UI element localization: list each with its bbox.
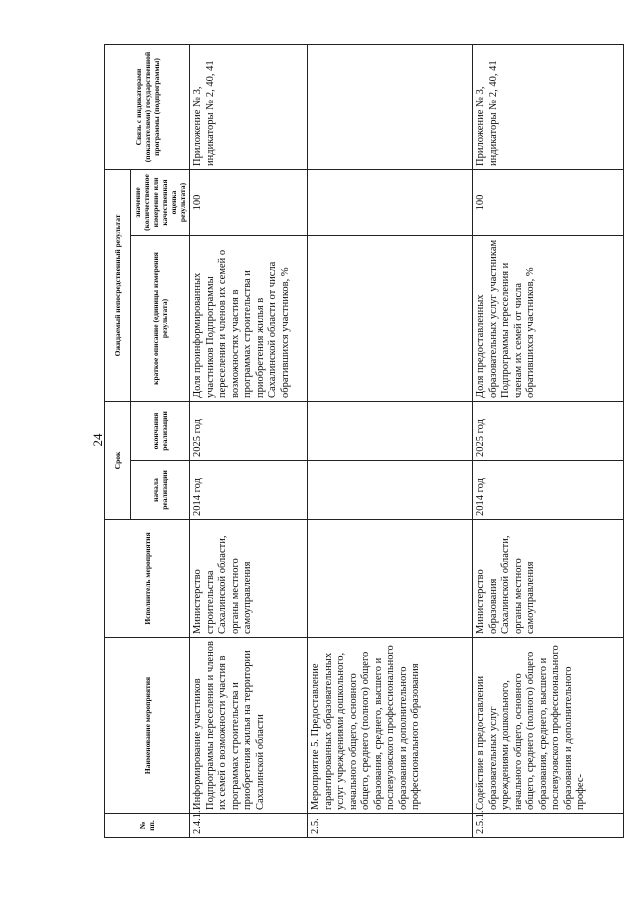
row-link: Приложение № 3, индикаторы № 2, 40, 41 bbox=[190, 44, 308, 169]
measures-table bbox=[104, 44, 624, 838]
row-no: 2.4.1. bbox=[190, 814, 308, 838]
header-start: начала реализации bbox=[131, 461, 190, 520]
header-executor: Исполнитель мероприятия bbox=[105, 520, 190, 638]
row-result-desc: Доля предоставленных образовательных услуг участникам Подпрограммы переселения и членам их семей от числа обратившихся участников, % bbox=[473, 235, 624, 401]
row-no: 2.5. bbox=[308, 814, 473, 838]
header-end: окончания реализации bbox=[131, 401, 190, 460]
row-executor bbox=[308, 520, 473, 638]
table-row bbox=[308, 44, 473, 837]
header-link: Связь с индикаторами (показателями) государственной программы (подпрограммы) bbox=[105, 44, 190, 169]
row-end: 2025 год bbox=[190, 401, 308, 460]
table-row bbox=[473, 44, 624, 837]
table-row bbox=[190, 44, 308, 837]
row-end: 2025 год bbox=[473, 401, 624, 460]
row-executor: Министерство строительства Сахалинской области, органы местного самоуправления bbox=[190, 520, 308, 638]
header-name: Наименование мероприятия bbox=[105, 638, 190, 814]
header-result: Ожидаемый непосредственный результат bbox=[105, 169, 131, 401]
row-start: 2014 год bbox=[473, 461, 624, 520]
row-link bbox=[308, 44, 473, 169]
row-name: Мероприятие 5. Предоставление гарантированных образовательных услуг учреждениями дошкольного, начального общего, основного общего, среднего (полного) общего образования, среднего, высшего и послевузовского профессионального образования и дополнительного профессионального образования bbox=[308, 638, 473, 814]
row-executor: Министерство образования Сахалинской области, органы местного самоуправления bbox=[473, 520, 624, 638]
row-start bbox=[308, 461, 473, 520]
row-result-desc bbox=[308, 235, 473, 401]
row-no: 2.5.1. bbox=[473, 814, 624, 838]
row-result-value bbox=[308, 169, 473, 235]
row-name: Информирование участников Подпрограммы переселения и членов их семей о возможности участия в программах строительства и приобретения жилья на территории Сахалинской области bbox=[190, 638, 308, 814]
row-name: Содействие в предоставлении образовательных услуг учреждениями дошкольного, начального общего, основного общего, среднего (полного) общего образования, среднего, высшего и послевузовского профессионального образования и дополнительного профес- bbox=[473, 638, 624, 814]
row-end bbox=[308, 401, 473, 460]
header-term: Срок bbox=[105, 401, 131, 519]
row-start: 2014 год bbox=[190, 461, 308, 520]
page-number: 24 bbox=[90, 433, 105, 447]
rotated-page bbox=[104, 45, 624, 838]
header-result-value: значение (количественное измерение или качественная оценка результата) bbox=[131, 169, 190, 235]
header-no: № пп. bbox=[105, 814, 190, 838]
row-result-value: 100 bbox=[473, 169, 624, 235]
row-result-value: 100 bbox=[190, 169, 308, 235]
header-result-desc: краткое описание (единицы измерения результата) bbox=[131, 235, 190, 401]
row-result-desc: Доля проинформированных участников Подпрограммы переселения и членов их семей о возможностях участия в программах строительства и приобретения жилья в Сахалинской области от числа обратившихся участников, % bbox=[190, 235, 308, 401]
row-link: Приложение № 3, индикаторы № 2, 40, 41 bbox=[473, 44, 624, 169]
